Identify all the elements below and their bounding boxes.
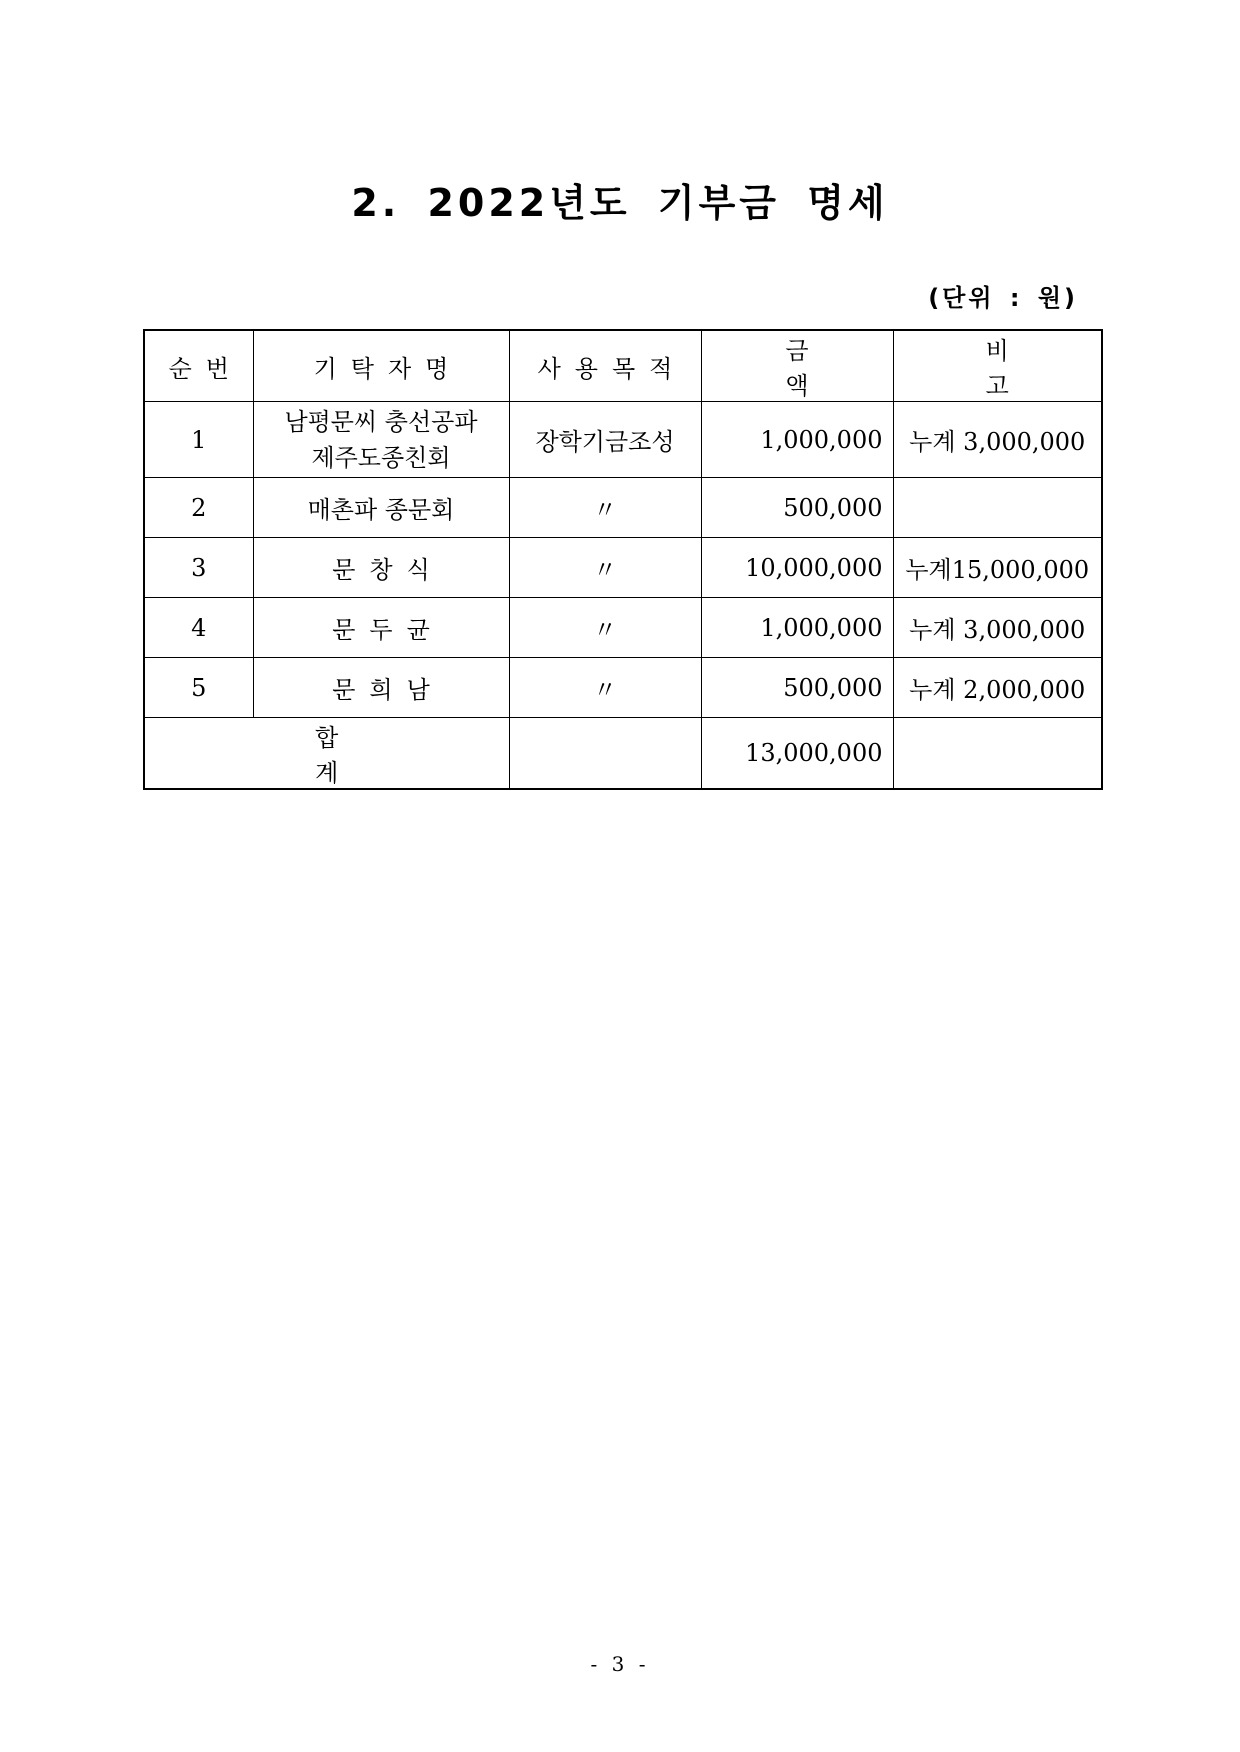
row-donor: 매촌파 종문회 [253,478,509,538]
row-amount: 500,000 [701,478,893,538]
row-donor: 문두균 [253,598,509,658]
header-amount: 금액 [701,330,893,402]
row-purpose: 〃 [509,658,701,718]
row-donor [253,402,509,478]
row-donor-line2: 제주도종친회 [311,443,451,472]
row-amount: 1,000,000 [701,402,893,478]
row-no: 2 [144,478,253,538]
header-purpose: 사용목적 [509,330,701,402]
row-no: 5 [144,658,253,718]
page-title: 2. 2022년도 기부금 명세 [351,181,889,225]
row-purpose: 〃 [509,478,701,538]
row-no: 1 [144,402,253,478]
table-header-row [144,330,1102,402]
row-amount: 10,000,000 [701,538,893,598]
row-no: 3 [144,538,253,598]
header-donor: 기탁자명 [253,330,509,402]
row-note: 누계 3,000,000 [893,598,1102,658]
page-number: - 3 - [590,1652,650,1676]
total-purpose [509,718,701,790]
row-no: 4 [144,598,253,658]
table-row [144,402,1102,478]
table-row [144,478,1102,538]
table-row [144,598,1102,658]
row-note [893,478,1102,538]
total-amount: 13,000,000 [701,718,893,790]
total-note [893,718,1102,790]
row-note: 누계 3,000,000 [893,402,1102,478]
row-donor-line1: 남평문씨 충선공파 [284,407,478,436]
header-note: 비고 [893,330,1102,402]
row-donor: 문희남 [253,658,509,718]
row-purpose: 〃 [509,598,701,658]
row-purpose: 〃 [509,538,701,598]
table-row [144,538,1102,598]
donation-table [143,329,1103,790]
table-total-row [144,718,1102,790]
row-note: 누계15,000,000 [893,538,1102,598]
row-note: 누계 2,000,000 [893,658,1102,718]
header-no: 순번 [144,330,253,402]
row-amount: 1,000,000 [701,598,893,658]
row-purpose: 장학기금조성 [509,402,701,478]
unit-note: (단위 : 원) [928,284,1078,312]
total-label: 합계 [144,718,509,790]
table-row [144,658,1102,718]
row-amount: 500,000 [701,658,893,718]
row-donor: 문창식 [253,538,509,598]
